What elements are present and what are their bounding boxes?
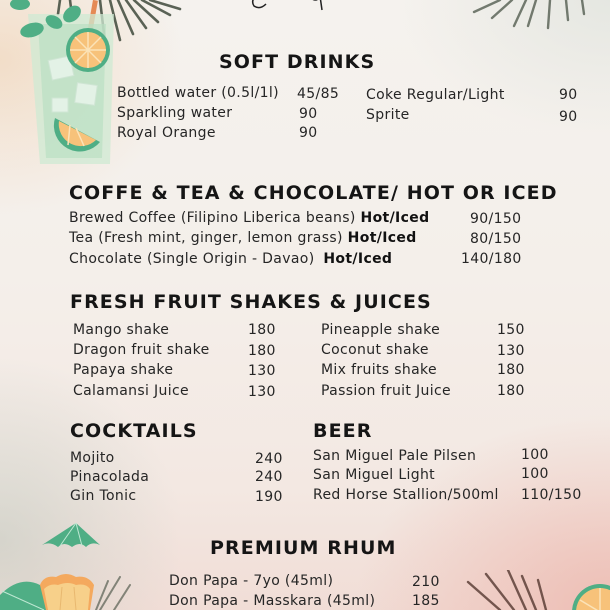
menu-item-price: 185 <box>412 593 440 609</box>
menu-item-name: Coke Regular/Light <box>366 87 505 103</box>
cocktail-umbrella-icon <box>0 515 170 610</box>
section-title-soft-drinks: SOFT DRINKS <box>219 51 376 73</box>
menu-item-name: San Miguel Pale Pilsen <box>313 448 477 464</box>
menu-item-price: 100 <box>521 466 549 482</box>
menu-item-name: Don Papa - Masskara (45ml) <box>169 593 376 609</box>
menu-item-price: 45/85 <box>297 86 340 102</box>
menu-item-name: Gin Tonic <box>70 488 137 504</box>
menu-item-price: 110/150 <box>521 487 582 503</box>
menu-item-name: Mojito <box>70 450 115 466</box>
menu-item-price: 100 <box>521 447 549 463</box>
cocktail-glass-icon <box>10 0 120 170</box>
menu-item-label: Tea (Fresh mint, ginger, lemon grass) <box>69 230 343 246</box>
menu-item-price: 180 <box>497 383 525 399</box>
menu-item-price: 180 <box>248 322 276 338</box>
menu-item-name: Calamansi Juice <box>73 383 189 399</box>
menu-item-price: 90 <box>299 125 318 141</box>
section-title-shakes: FRESH FRUIT SHAKES & JUICES <box>70 291 432 313</box>
menu-item-name: Royal Orange <box>117 125 216 141</box>
menu-item-price: 140/180 <box>461 251 522 267</box>
menu-item-name <box>69 251 392 267</box>
menu-item-name: Sprite <box>366 107 410 123</box>
palm-leaf-bottom-right-icon <box>450 570 610 610</box>
menu-item-name: Passion fruit Juice <box>321 383 451 399</box>
menu-item-price: 180 <box>497 362 525 378</box>
section-title-cocktails: COCKTAILS <box>70 420 198 442</box>
section-title-premium-rhum: PREMIUM RHUM <box>210 537 397 559</box>
palm-leaf-top-left-icon <box>0 0 220 60</box>
menu-item-price: 130 <box>497 343 525 359</box>
menu-title-script-icon <box>240 0 380 14</box>
menu-item-price: 150 <box>497 322 525 338</box>
menu-item-name: Mango shake <box>73 322 170 338</box>
menu-item-price: 90 <box>559 109 578 125</box>
menu-item-name: Sparkling water <box>117 105 233 121</box>
menu-item-label: Chocolate (Single Origin - Davao) <box>69 251 315 267</box>
section-title-coffee-tea: COFFE & TEA & CHOCOLATE/ HOT OR ICED <box>69 182 558 204</box>
menu-item-price: 190 <box>255 489 283 505</box>
menu-item-name <box>69 210 429 226</box>
menu-item-label: Brewed Coffee (Filipino Liberica beans) <box>69 210 356 226</box>
menu-item-price: 130 <box>248 384 276 400</box>
section-title-beer: BEER <box>313 420 373 442</box>
menu-item-name: Papaya shake <box>73 362 174 378</box>
menu-item-option: Hot/Iced <box>360 210 430 226</box>
palm-leaf-top-right-icon <box>470 0 610 32</box>
menu-item-option: Hot/Iced <box>347 230 417 246</box>
menu-item-name: Pineapple shake <box>321 322 441 338</box>
menu-item-price: 240 <box>255 451 283 467</box>
menu-item-name: Coconut shake <box>321 342 429 358</box>
menu-item-name: Mix fruits shake <box>321 362 437 378</box>
menu-item-price: 180 <box>248 343 276 359</box>
menu-item-name: Dragon fruit shake <box>73 342 210 358</box>
menu-item-name: Bottled water (0.5l/1l) <box>117 85 279 101</box>
menu-item-price: 130 <box>248 363 276 379</box>
menu-item-price: 80/150 <box>470 231 522 247</box>
menu-item-option: Hot/Iced <box>323 251 393 267</box>
menu-item-name: Pinacolada <box>70 469 150 485</box>
menu-item-price: 240 <box>255 469 283 485</box>
menu-item-name <box>69 230 417 246</box>
menu-item-price: 210 <box>412 574 440 590</box>
menu-item-price: 90 <box>559 87 578 103</box>
menu-item-name: Red Horse Stallion/500ml <box>313 487 499 503</box>
menu-item-name: Don Papa - 7yo (45ml) <box>169 573 334 589</box>
menu-item-price: 90 <box>299 106 318 122</box>
menu-item-name: San Miguel Light <box>313 467 436 483</box>
menu-item-price: 90/150 <box>470 211 522 227</box>
